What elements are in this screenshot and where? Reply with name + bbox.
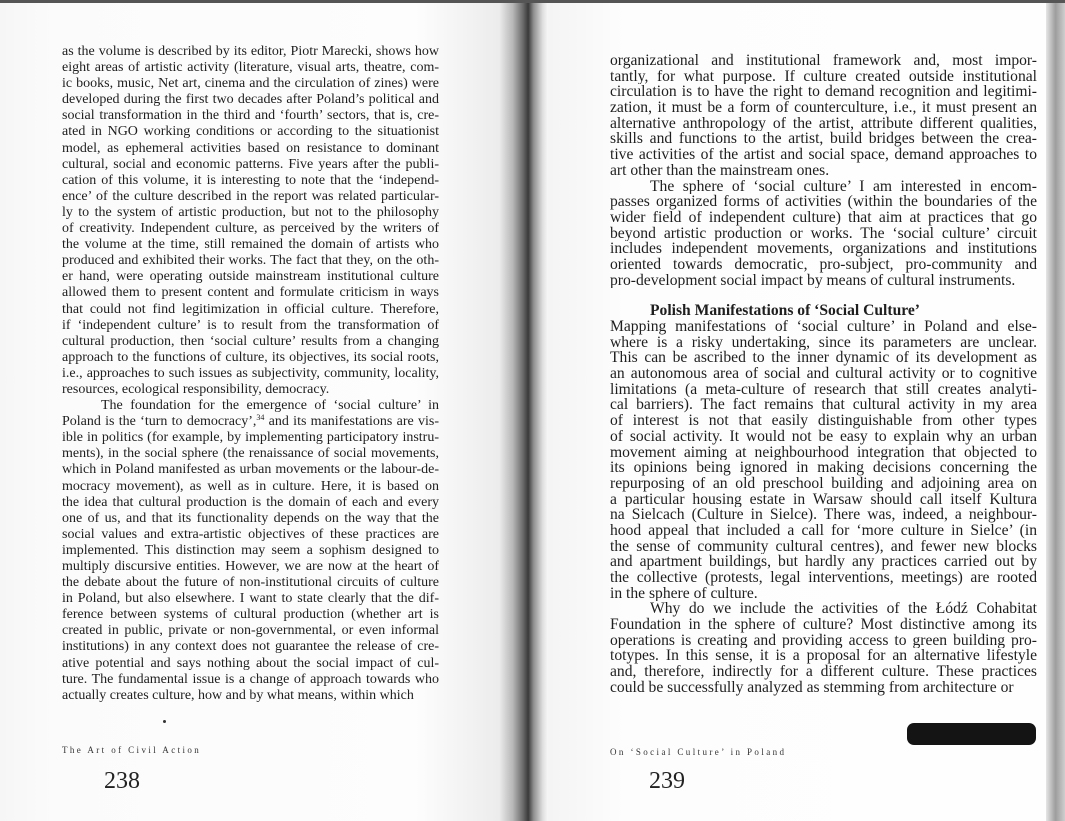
text-line: The sphere of ‘social culture’ I am interested in encom- xyxy=(650,178,1037,195)
text-line: cation of this volume, it is interesting to note that the ‘independ- xyxy=(62,172,439,188)
text-line: cal barriers). The fact remains that cultural activity in my area xyxy=(610,397,1037,414)
book-gutter xyxy=(512,3,548,821)
text-line: produced and exhibited their works. The fact that they, on the oth- xyxy=(62,253,439,269)
text-line: the sense of community cultural centres), and fewer new blocks xyxy=(610,538,1037,555)
text-line: that could not find legitimization in official culture. Therefore, xyxy=(62,301,439,317)
text-line: the idea that cultural production is the domain of each and every xyxy=(62,494,439,510)
text-line: Foundation in the sphere of culture? Most distinctive among its xyxy=(610,617,1037,633)
text-line: created in public, private or non-governmental, or even informal xyxy=(62,623,439,639)
text-line: social transformation in the third and ‘fourth’ sectors, that is, cre- xyxy=(62,108,439,124)
text-segment: and its manifestations are vis- xyxy=(264,414,439,430)
running-title-right: On ‘Social Culture’ in Poland xyxy=(610,747,787,757)
text-line: tive activities of the artist and social space, demand approaches to xyxy=(610,147,1037,163)
text-line: actually creates culture, how and by what means, within which xyxy=(62,687,414,703)
text-line: er hand, were operating outside mainstream institutional culture xyxy=(62,269,439,285)
text-line: pro-development social impact by means of cultural instruments. xyxy=(610,272,1016,289)
text-line: na Sielcach (Culture in Sielce). There was, indeed, a neighbour- xyxy=(610,507,1037,523)
text-line: ence’ of the culture described in the report was related particular- xyxy=(62,188,439,204)
page-edge xyxy=(1046,3,1065,821)
text-line: operations is creating and providing access to green building pro- xyxy=(610,632,1037,649)
text-line: passes organized forms of activities (within the boundaries of the xyxy=(610,194,1037,210)
text-line: Why do we include the activities of the Łódź Cohabitat xyxy=(650,601,1037,618)
text-line: The foundation for the emergence of ‘social culture’ in xyxy=(101,398,439,414)
text-line: the volume at the time, still remained the domain of artists who xyxy=(62,237,439,253)
section-heading: Polish Manifestations of ‘Social Culture’ xyxy=(650,302,920,320)
text-line: skills and functions to the artist, build bridges between the crea- xyxy=(610,131,1037,148)
text-line: the collective (protests, legal interventions, meetings) are rooted xyxy=(610,570,1037,586)
redaction-tab xyxy=(907,723,1036,745)
text-line: social values and extra-artistic objectives of these practices are xyxy=(62,526,439,542)
text-line: the debate about the future of non-institutional circuits of culture xyxy=(62,575,439,591)
text-line: of social activity. It would not be easy to explain why an urban xyxy=(610,428,1037,445)
text-line: and, therefore, indirectly for a different culture. These practices xyxy=(610,664,1037,680)
text-line: institutions) in any context does not guarantee the release of cre- xyxy=(62,639,439,655)
text-line: ic books, music, Net art, cinema and the circulation of zines) were xyxy=(62,76,439,92)
text-line: multiply discursive entities. However, we are now at the heart of xyxy=(62,559,439,574)
paragraph xyxy=(610,601,1037,695)
text-line: could be successfully analyzed as stemming from architecture or xyxy=(610,679,1014,696)
footnote-marker[interactable]: 34 xyxy=(256,414,265,423)
text-line: one of us, and that its functionality depends on the way that the xyxy=(62,510,439,526)
text-line: resources, ecological responsibility, democracy. xyxy=(62,381,330,397)
text-line: alternative anthropology of the artist, attribute different qualities, xyxy=(610,115,1037,132)
text-line: hood appeal that included a call for ‘more culture in Sielce’ (in xyxy=(610,522,1037,539)
text-line: of interest is not that easily distinguishable from other types xyxy=(610,413,1037,429)
text-line: ative potential and says nothing about the social impact of cul- xyxy=(62,655,439,671)
text-line: Mapping manifestations of ‘social culture’ in Poland and else- xyxy=(610,319,1037,335)
text-line: allowed them to present content and formulate criticism in ways xyxy=(62,285,439,301)
text-line: cultural production, then ‘social culture’ results from a changing xyxy=(62,333,439,349)
text-line: art other than the mainstream ones. xyxy=(610,162,830,179)
text-line: model, as ephemeral activities based on resistance to dominant xyxy=(62,140,439,156)
text-line: repurposing of an old preschool building and adjoining area on xyxy=(610,475,1037,492)
text-line: as the volume is described by its editor, Piotr Marecki, shows how xyxy=(62,44,439,59)
text-line: movement aiming at neighbourhood integration that objected to xyxy=(610,444,1037,461)
text-line: which in Poland manifested as urban movements or the labour-de- xyxy=(62,462,439,478)
text-line: ible in politics (for example, by implementing participatory instru- xyxy=(62,430,439,446)
text-line: where is a risky undertaking, since its parameters are unclear. xyxy=(610,334,1037,351)
text-line: in Poland, but also elsewhere. I want to state clearly that the dif- xyxy=(62,591,439,607)
page-number-left: 238 xyxy=(104,768,140,794)
text-line: its opinions being ignored in making decisions concerning the xyxy=(610,460,1037,476)
text-line: ference between systems of cultural production (whether art is xyxy=(62,607,439,623)
text-line: approach to the functions of culture, its objectives, its social roots, xyxy=(62,349,439,365)
text-line: organizational and institutional framework and, most impor- xyxy=(610,53,1037,69)
paragraph xyxy=(62,44,439,398)
paragraph xyxy=(610,53,1037,179)
text-line: eight areas of artistic activity (literature, visual arts, theatre, com- xyxy=(62,60,439,76)
text-line: This can be ascribed to the inner dynamic of its development as xyxy=(610,350,1037,367)
text-line: oriented towards democratic, pro-subject, pro-community and xyxy=(610,256,1037,273)
text-line: circulation is to have the right to demand recognition and legitimi- xyxy=(610,84,1037,101)
text-line: implemented. This distinction may seem a sophism designed to xyxy=(62,542,439,558)
text-line: includes independent movements, organizations and institutions xyxy=(610,241,1037,257)
text-line: ated in NGO working conditions or according to the situationist xyxy=(62,124,439,140)
paragraph xyxy=(610,179,1037,289)
left-page-body xyxy=(62,44,439,704)
text-line: limitations (a meta-culture of research that still creates analyti- xyxy=(610,381,1037,398)
scan-speck xyxy=(163,720,166,723)
right-page-body xyxy=(610,53,1037,696)
text-segment: Poland is the ‘turn to democracy’, xyxy=(62,414,257,430)
text-line: beyond artistic production or works. The ‘social culture’ circuit xyxy=(610,225,1037,242)
text-line: ly to the system of artistic production, but not to the philosophy xyxy=(62,204,439,220)
text-line: of creativity. Independent culture, as perceived by the writers of xyxy=(62,221,439,237)
text-line: and apartment buildings, but hardly any practices carried out by xyxy=(610,554,1037,570)
paragraph xyxy=(610,319,1037,601)
text-line: a particular housing estate in Warsaw should call itself Kultura xyxy=(610,491,1037,508)
text-line: tantly, for what purpose. If culture created outside institutional xyxy=(610,68,1037,85)
text-line: in the sphere of culture. xyxy=(610,585,758,602)
text-line xyxy=(62,414,439,430)
text-line: ture. The fundamental issue is a change of approach towards who xyxy=(62,671,439,687)
text-line: developed during the first two decades after Poland’s political and xyxy=(62,92,439,108)
page-number-right: 239 xyxy=(649,768,685,794)
running-title-left: The Art of Civil Action xyxy=(62,745,202,755)
text-line: cultural, social and economic patterns. Five years after the publi- xyxy=(62,156,439,172)
text-line: totypes. In this sense, it is a proposal for an alternative lifestyle xyxy=(610,648,1037,665)
paragraph xyxy=(62,398,439,704)
text-line: if ‘independent culture’ is to result from the transformation of xyxy=(62,317,439,333)
text-line: zation, it must be a form of counterculture, i.e., it must present an xyxy=(610,100,1037,116)
text-line: wider field of independent culture) that aim at practices that go xyxy=(610,209,1037,226)
text-line: an autonomous area of social and cultural activity or to cognitive xyxy=(610,366,1037,382)
text-line: ments), in the social sphere (the renaissance of social movements, xyxy=(62,446,439,462)
text-line: mocracy movement), as well as in culture. Here, it is based on xyxy=(62,478,439,494)
text-line: i.e., approaches to such issues as subjectivity, community, locality, xyxy=(62,365,439,381)
